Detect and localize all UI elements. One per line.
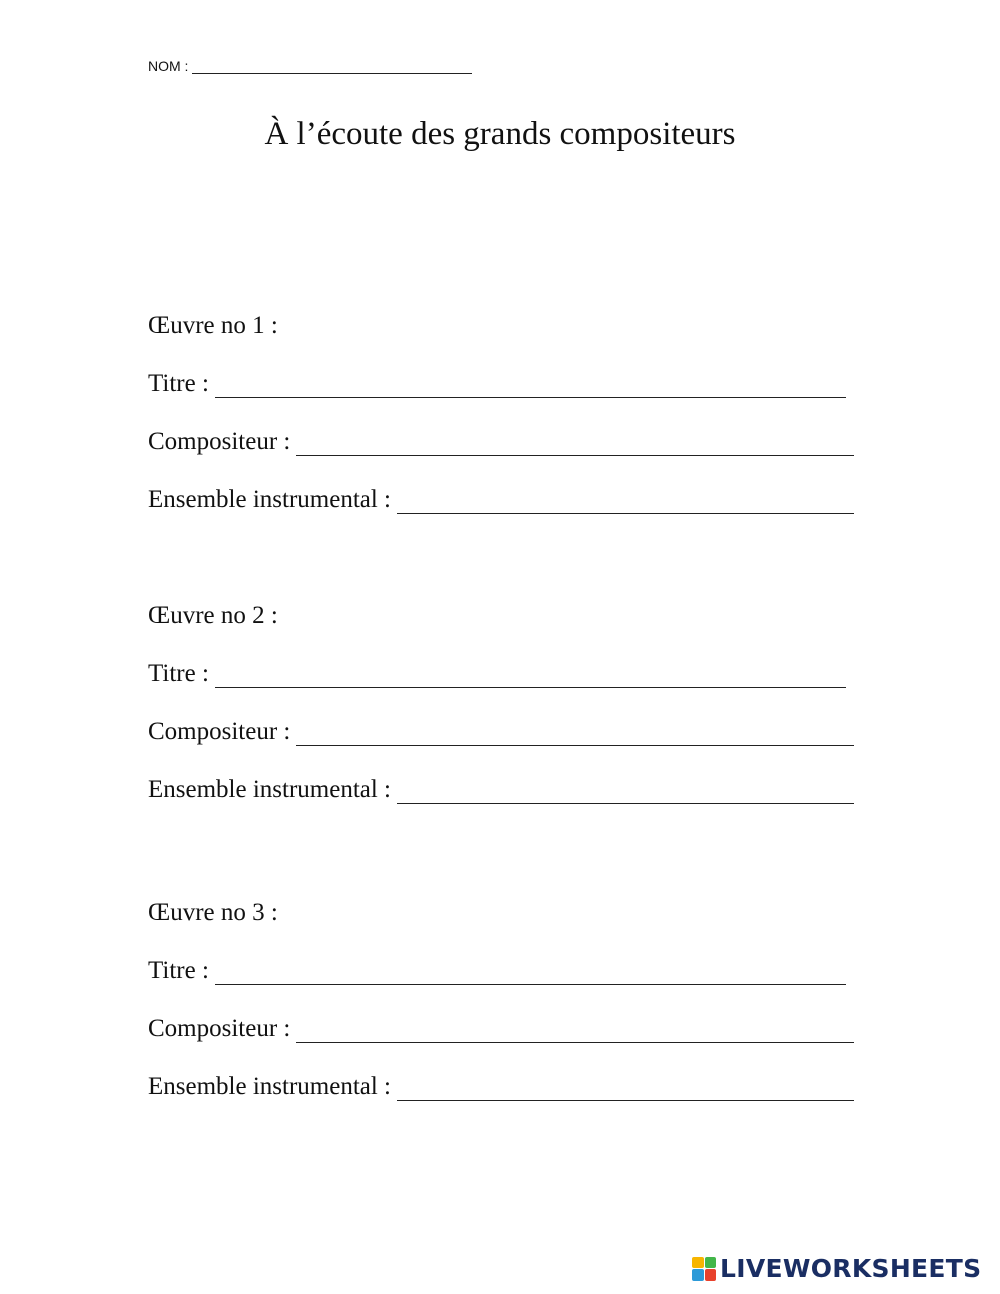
composer-label: Compositeur : [148, 428, 291, 455]
composer-row [148, 1013, 854, 1043]
ensemble-label: Ensemble instrumental : [148, 1073, 392, 1100]
title-label: Titre : [148, 660, 209, 687]
title-row [148, 955, 854, 985]
name-field-row [148, 58, 472, 74]
logo-square-2 [705, 1257, 717, 1269]
ensemble-row [148, 484, 854, 514]
work-heading: Œuvre no 1 : [148, 312, 278, 339]
title-label: Titre : [148, 957, 209, 984]
ensemble-answer-line[interactable] [397, 777, 854, 804]
page-title: À l’écoute des grands compositeurs [264, 116, 736, 152]
work-section-1 [148, 310, 854, 514]
composer-answer-line[interactable] [296, 429, 854, 456]
composer-label: Compositeur : [148, 718, 291, 745]
composer-row [148, 716, 854, 746]
title-row [148, 658, 854, 688]
composer-answer-line[interactable] [296, 1016, 854, 1043]
composer-answer-line[interactable] [296, 719, 854, 746]
logo-square-3 [692, 1269, 704, 1281]
title-answer-line[interactable] [215, 371, 846, 398]
title-answer-line[interactable] [215, 958, 846, 985]
logo-square-1 [692, 1257, 704, 1269]
composer-row [148, 426, 854, 456]
liveworksheets-logo-icon [692, 1257, 716, 1281]
ensemble-label: Ensemble instrumental : [148, 776, 392, 803]
title-label: Titre : [148, 370, 209, 397]
work-section-2 [148, 600, 854, 804]
title-row [148, 368, 854, 398]
liveworksheets-logo [692, 1254, 981, 1283]
ensemble-row [148, 774, 854, 804]
ensemble-answer-line[interactable] [397, 1074, 854, 1101]
work-section-3 [148, 897, 854, 1101]
ensemble-label: Ensemble instrumental : [148, 486, 392, 513]
composer-label: Compositeur : [148, 1015, 291, 1042]
name-input-line[interactable] [192, 58, 472, 74]
work-heading: Œuvre no 3 : [148, 899, 278, 926]
name-label: NOM : [148, 58, 189, 74]
title-answer-line[interactable] [215, 661, 846, 688]
ensemble-answer-line[interactable] [397, 487, 854, 514]
ensemble-row [148, 1071, 854, 1101]
logo-square-4 [705, 1269, 717, 1281]
liveworksheets-brand: LIVEWORKSHEETS [720, 1254, 982, 1283]
work-heading: Œuvre no 2 : [148, 602, 278, 629]
